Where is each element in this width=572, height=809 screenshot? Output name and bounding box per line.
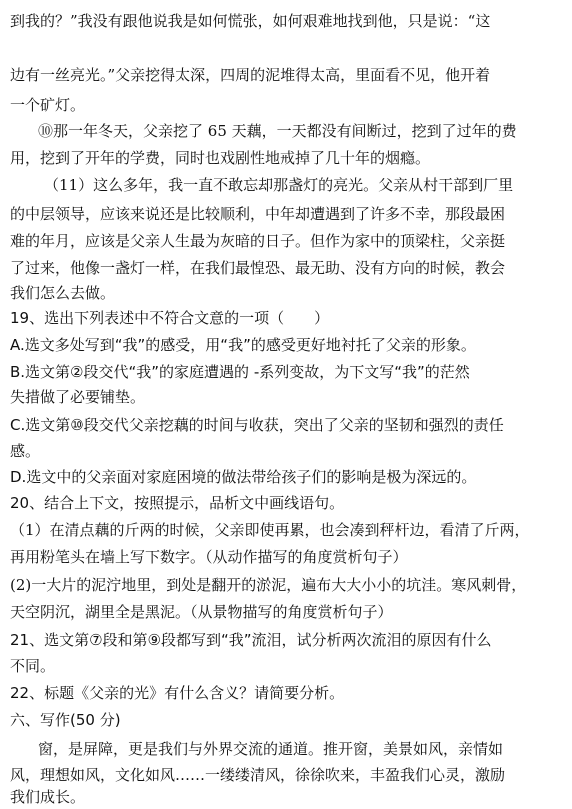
writing-prompt-line: 风，理想如风，文化如风……一缕缕清风，徐徐吹来，丰盈我们心灵，激励 <box>10 766 506 784</box>
writing-heading: 六、写作(50 分) <box>10 711 121 729</box>
option-d: D.选文中的父亲面对家庭困境的做法带给孩子们的影响是极为深远的。 <box>10 468 477 486</box>
passage-line: 边有一丝亮光。”父亲挖得太深，四周的泥堆得太高，里面看不见，他开着 <box>10 66 491 84</box>
paragraph-10-line: ⑩那一年冬天，父亲挖了 65 天藕，一天都没有间断过，挖到了过年的费 <box>38 122 517 140</box>
question-22-line: 22、标题《父亲的光》有什么含义？请简要分析。 <box>10 684 345 702</box>
passage-line: 一个矿灯。 <box>10 96 86 114</box>
option-b-cont: 失措做了必要铺垫。 <box>10 388 146 406</box>
question-21-line: 21、选文第⑦段和第⑨段都写到“我”流泪，试分析两次流泪的原因有什么 <box>10 631 492 649</box>
option-b: B.选文第②段交代“我”的家庭遭遇的 -系列变故，为下文写“我”的茫然 <box>10 363 470 381</box>
passage-line: 到我的？”我没有跟他说我是如何慌张，如何艰难地找到他，只是说：“这 <box>10 12 491 30</box>
option-c-cont: 感。 <box>10 442 41 460</box>
option-c: C.选文第⑩段交代父亲挖藕的时间与收获，突出了父亲的坚韧和强烈的责任 <box>10 416 504 434</box>
passage-line: 的中层领导，应该来说还是比较顺利，中年却遭遇到了许多不幸，那段最困 <box>10 205 506 223</box>
option-a: A.选文多处写到“我”的感受，用“我”的感受更好地衬托了父亲的形象。 <box>10 336 476 354</box>
sentence-1-cont: 再用粉笔头在墙上写下数字。（从动作描写的角度赏析句子） <box>10 548 408 566</box>
paragraph-11-line: （11）这么多年，我一直不敢忘却那盏灯的亮光。父亲从村干部到厂里 <box>44 176 514 194</box>
passage-line: 难的年月，应该是父亲人生最为灰暗的日子。但作为家中的顶梁柱，父亲挺 <box>10 232 506 250</box>
writing-prompt-line: 我们成长。 <box>10 788 86 806</box>
passage-line: 用，挖到了开年的学费，同时也戏剧性地戒掉了几十年的烟瘾。 <box>10 149 431 167</box>
passage-line: 我们怎么去做。 <box>10 284 116 302</box>
question-21-line: 不同。 <box>10 657 56 675</box>
passage-line: 了过来，他像一盏灯一样，在我们最惶恐、最无助、没有方向的时候，教会 <box>10 259 506 277</box>
question-19-stem: 19、选出下列表述中不符合文意的一项（ ） <box>10 309 330 327</box>
writing-prompt-line: 窗，是屏障，更是我们与外界交流的通道。推开窗，美景如风，亲情如 <box>38 740 504 758</box>
sentence-2-cont: 天空阴沉，湖里全是黑泥。（从景物描写的角度赏析句子） <box>10 603 393 621</box>
sentence-1: （1）在清点藕的斤两的时候，父亲即使再累，也会凑到秤杆边，看清了斤两， <box>10 521 530 539</box>
sentence-2: (2)一大片的泥泞地里，到处是翻开的淤泥，遍布大大小小的坑洼。寒风刺骨， <box>10 576 527 594</box>
question-20-stem: 20、结合上下文，按照提示，品析文中画线语句。 <box>10 494 345 512</box>
